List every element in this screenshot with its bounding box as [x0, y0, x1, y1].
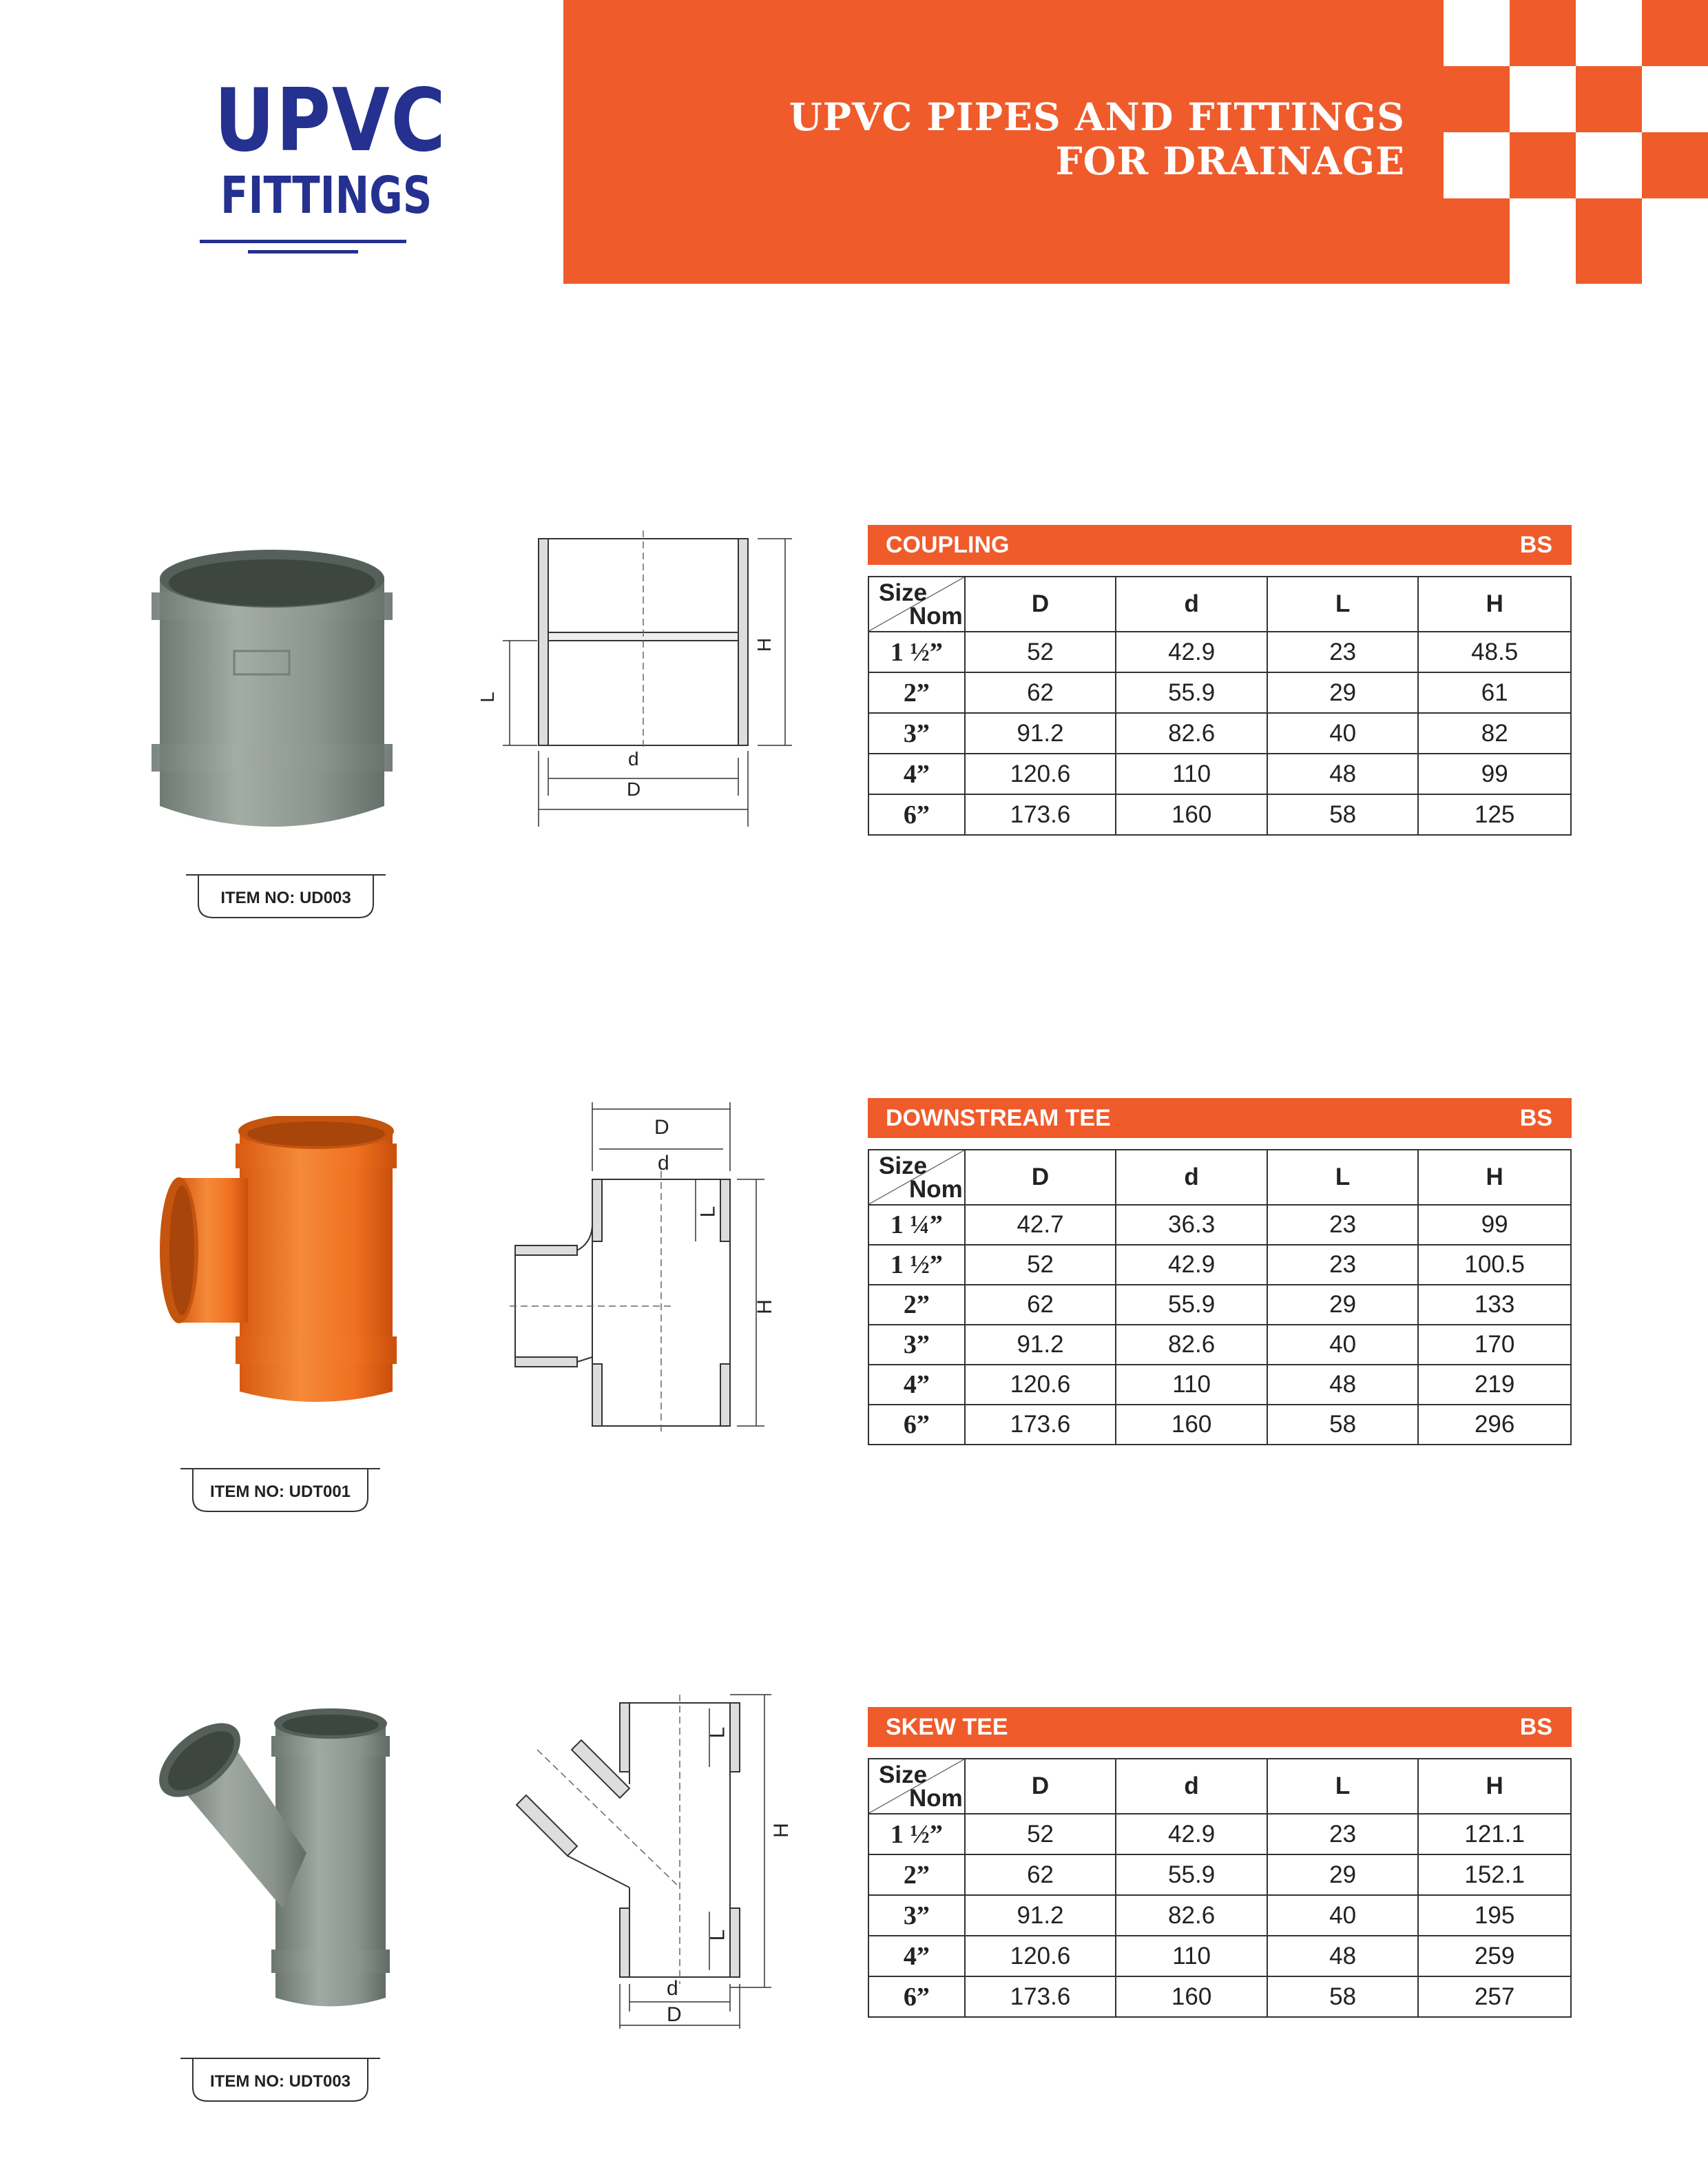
- title-line2: FOR DRAINAGE: [1055, 138, 1405, 183]
- logo-line2: FITTINGS: [220, 166, 433, 225]
- downstream-tee-dim-D: D: [654, 1116, 669, 1139]
- table-row: [868, 672, 1571, 713]
- table-row: [868, 1814, 1571, 1854]
- downstream-tee-header: [868, 1098, 1572, 1138]
- skew-tee-dim-H: H: [769, 1823, 793, 1838]
- value-cell: 259: [1418, 1936, 1571, 1976]
- value-cell: 160: [1116, 794, 1267, 835]
- value-cell: 40: [1267, 713, 1418, 754]
- size-cell: 1 ½”: [868, 1245, 965, 1285]
- table-row: [868, 794, 1571, 835]
- value-cell: 52: [965, 632, 1116, 672]
- value-cell: 62: [965, 1854, 1116, 1895]
- value-cell: 55.9: [1116, 1285, 1267, 1325]
- value-cell: 91.2: [965, 1895, 1116, 1936]
- value-cell: 58: [1267, 1405, 1418, 1445]
- header-banner: [563, 0, 1708, 284]
- page-title: [789, 95, 1405, 183]
- size-cell: 3”: [868, 1895, 965, 1936]
- value-cell: 133: [1418, 1285, 1571, 1325]
- checker-square: [1642, 198, 1708, 284]
- coupling-dim-L: L: [476, 692, 498, 703]
- size-cell: 4”: [868, 754, 965, 794]
- value-cell: 257: [1418, 1976, 1571, 2017]
- logo-rule: [200, 240, 406, 243]
- header-nom: Nom: [908, 1785, 963, 1812]
- brand-logo: [200, 70, 447, 225]
- value-cell: 99: [1418, 1205, 1571, 1245]
- value-cell: 42.9: [1116, 1245, 1267, 1285]
- table-row: [868, 632, 1571, 672]
- logo-line1: UPVC: [214, 70, 447, 171]
- value-cell: 170: [1418, 1325, 1571, 1365]
- section-standard: BS: [1519, 1105, 1552, 1131]
- size-cell: 6”: [868, 794, 965, 835]
- value-cell: 52: [965, 1814, 1116, 1854]
- value-cell: 121.1: [1418, 1814, 1571, 1854]
- skew-tee-dim-d: d: [667, 1977, 678, 2000]
- value-cell: 120.6: [965, 1936, 1116, 1976]
- value-cell: 58: [1267, 794, 1418, 835]
- value-cell: 48: [1267, 1365, 1418, 1405]
- checker-square: [1576, 0, 1642, 66]
- table-row: [868, 1245, 1571, 1285]
- downstream-tee-drawing-svg: [496, 1095, 771, 1447]
- value-cell: 152.1: [1418, 1854, 1571, 1895]
- size-cell: 3”: [868, 713, 965, 754]
- header-size: Size: [879, 1152, 928, 1179]
- coupling-dim-D: D: [627, 778, 641, 800]
- value-cell: 91.2: [965, 1325, 1116, 1365]
- table-row: [868, 1325, 1571, 1365]
- value-cell: 82.6: [1116, 713, 1267, 754]
- size-cell: 1 ¼”: [868, 1205, 965, 1245]
- skew-tee-photo: [145, 1702, 406, 2018]
- value-cell: 48: [1267, 1936, 1418, 1976]
- nom-size-header: [868, 1150, 965, 1205]
- table-row: [868, 1205, 1571, 1245]
- value-cell: 173.6: [965, 794, 1116, 835]
- downstream-tee-spec-table: [868, 1149, 1572, 1445]
- checker-square: [1444, 0, 1510, 66]
- downstream-tee-photo: [158, 1116, 406, 1405]
- column-header: H: [1418, 1759, 1571, 1814]
- downstream-tee-dim-H: H: [753, 1299, 776, 1314]
- value-cell: 62: [965, 672, 1116, 713]
- size-cell: 2”: [868, 1285, 965, 1325]
- table-row: [868, 754, 1571, 794]
- value-cell: 100.5: [1418, 1245, 1571, 1285]
- column-header: L: [1267, 1150, 1418, 1205]
- item-number-tag: [180, 2057, 380, 2102]
- title-line1: UPVC PIPES AND FITTINGS: [789, 94, 1405, 139]
- column-header: d: [1116, 577, 1267, 632]
- table-row: [868, 713, 1571, 754]
- column-header: L: [1267, 577, 1418, 632]
- value-cell: 82.6: [1116, 1325, 1267, 1365]
- skew-tee-dim-D: D: [667, 2003, 682, 2026]
- skew-tee-spec-table: [868, 1758, 1572, 2018]
- column-header: d: [1116, 1759, 1267, 1814]
- header-nom: Nom: [908, 1176, 963, 1203]
- coupling-drawing-svg: [482, 524, 813, 834]
- size-cell: 4”: [868, 1365, 965, 1405]
- size-cell: 1 ½”: [868, 1814, 965, 1854]
- item-number-tag: [180, 1467, 380, 1513]
- nom-size-header: [868, 577, 965, 632]
- value-cell: 110: [1116, 1936, 1267, 1976]
- nom-size-header: [868, 1759, 965, 1814]
- skew-tee-drawing-svg: [496, 1681, 799, 2039]
- column-header: H: [1418, 1150, 1571, 1205]
- value-cell: 48.5: [1418, 632, 1571, 672]
- value-cell: 36.3: [1116, 1205, 1267, 1245]
- value-cell: 91.2: [965, 713, 1116, 754]
- section-name: DOWNSTREAM TEE: [886, 1105, 1111, 1131]
- value-cell: 23: [1267, 1245, 1418, 1285]
- value-cell: 40: [1267, 1325, 1418, 1365]
- value-cell: 160: [1116, 1405, 1267, 1445]
- coupling-photo: [145, 544, 399, 834]
- item-number: ITEM NO: UD003: [220, 889, 351, 907]
- table-row: [868, 1936, 1571, 1976]
- table-row: [868, 1976, 1571, 2017]
- logo-rule-short: [248, 250, 358, 254]
- checker-square: [1576, 132, 1642, 198]
- value-cell: 120.6: [965, 1365, 1116, 1405]
- coupling-dim-H: H: [753, 637, 775, 652]
- column-header: D: [965, 1150, 1116, 1205]
- checker-square: [1444, 132, 1510, 198]
- checker-square: [1510, 198, 1576, 284]
- value-cell: 125: [1418, 794, 1571, 835]
- value-cell: 29: [1267, 1854, 1418, 1895]
- value-cell: 29: [1267, 672, 1418, 713]
- value-cell: 62: [965, 1285, 1116, 1325]
- value-cell: 42.9: [1116, 1814, 1267, 1854]
- value-cell: 219: [1418, 1365, 1571, 1405]
- value-cell: 110: [1116, 754, 1267, 794]
- coupling-dim-d: d: [628, 748, 639, 769]
- header-size: Size: [879, 579, 928, 606]
- value-cell: 61: [1418, 672, 1571, 713]
- value-cell: 23: [1267, 1814, 1418, 1854]
- value-cell: 195: [1418, 1895, 1571, 1936]
- checker-square: [1642, 66, 1708, 132]
- section-standard: BS: [1519, 532, 1552, 558]
- value-cell: 99: [1418, 754, 1571, 794]
- table-header-row: [868, 1150, 1571, 1205]
- table-row: [868, 1285, 1571, 1325]
- value-cell: 48: [1267, 754, 1418, 794]
- value-cell: 110: [1116, 1365, 1267, 1405]
- value-cell: 29: [1267, 1285, 1418, 1325]
- skew-tee-dim-L-lower: L: [706, 1929, 729, 1941]
- skew-tee-dim-L: L: [706, 1726, 729, 1739]
- value-cell: 120.6: [965, 754, 1116, 794]
- coupling-header: [868, 525, 1572, 565]
- table-header-row: [868, 577, 1571, 632]
- value-cell: 173.6: [965, 1405, 1116, 1445]
- item-number: ITEM NO: UDT001: [209, 1482, 351, 1501]
- value-cell: 55.9: [1116, 672, 1267, 713]
- section-standard: BS: [1519, 1714, 1552, 1740]
- section-name: COUPLING: [886, 532, 1010, 558]
- table-row: [868, 1365, 1571, 1405]
- value-cell: 160: [1116, 1976, 1267, 2017]
- column-header: D: [965, 577, 1116, 632]
- value-cell: 55.9: [1116, 1854, 1267, 1895]
- header-size: Size: [879, 1761, 928, 1788]
- value-cell: 296: [1418, 1405, 1571, 1445]
- size-cell: 2”: [868, 672, 965, 713]
- column-header: H: [1418, 577, 1571, 632]
- item-number-tag: [186, 873, 386, 919]
- size-cell: 6”: [868, 1976, 965, 2017]
- downstream-tee-dim-d: d: [658, 1152, 669, 1175]
- table-row: [868, 1405, 1571, 1445]
- table-row: [868, 1854, 1571, 1895]
- column-header: L: [1267, 1759, 1418, 1814]
- size-cell: 2”: [868, 1854, 965, 1895]
- table-header-row: [868, 1759, 1571, 1814]
- column-header: D: [965, 1759, 1116, 1814]
- table-row: [868, 1895, 1571, 1936]
- value-cell: 23: [1267, 632, 1418, 672]
- value-cell: 173.6: [965, 1976, 1116, 2017]
- section-name: SKEW TEE: [886, 1714, 1008, 1740]
- size-cell: 1 ½”: [868, 632, 965, 672]
- size-cell: 3”: [868, 1325, 965, 1365]
- value-cell: 42.9: [1116, 632, 1267, 672]
- value-cell: 82: [1418, 713, 1571, 754]
- skew-tee-header: [868, 1707, 1572, 1747]
- value-cell: 40: [1267, 1895, 1418, 1936]
- value-cell: 42.7: [965, 1205, 1116, 1245]
- coupling-spec-table: [868, 576, 1572, 836]
- size-cell: 4”: [868, 1936, 965, 1976]
- column-header: d: [1116, 1150, 1267, 1205]
- item-number: ITEM NO: UDT003: [209, 2072, 351, 2091]
- value-cell: 52: [965, 1245, 1116, 1285]
- checker-square: [1510, 66, 1576, 132]
- downstream-tee-dim-L: L: [696, 1206, 720, 1218]
- value-cell: 82.6: [1116, 1895, 1267, 1936]
- value-cell: 58: [1267, 1976, 1418, 2017]
- size-cell: 6”: [868, 1405, 965, 1445]
- header-nom: Nom: [908, 603, 963, 630]
- value-cell: 23: [1267, 1205, 1418, 1245]
